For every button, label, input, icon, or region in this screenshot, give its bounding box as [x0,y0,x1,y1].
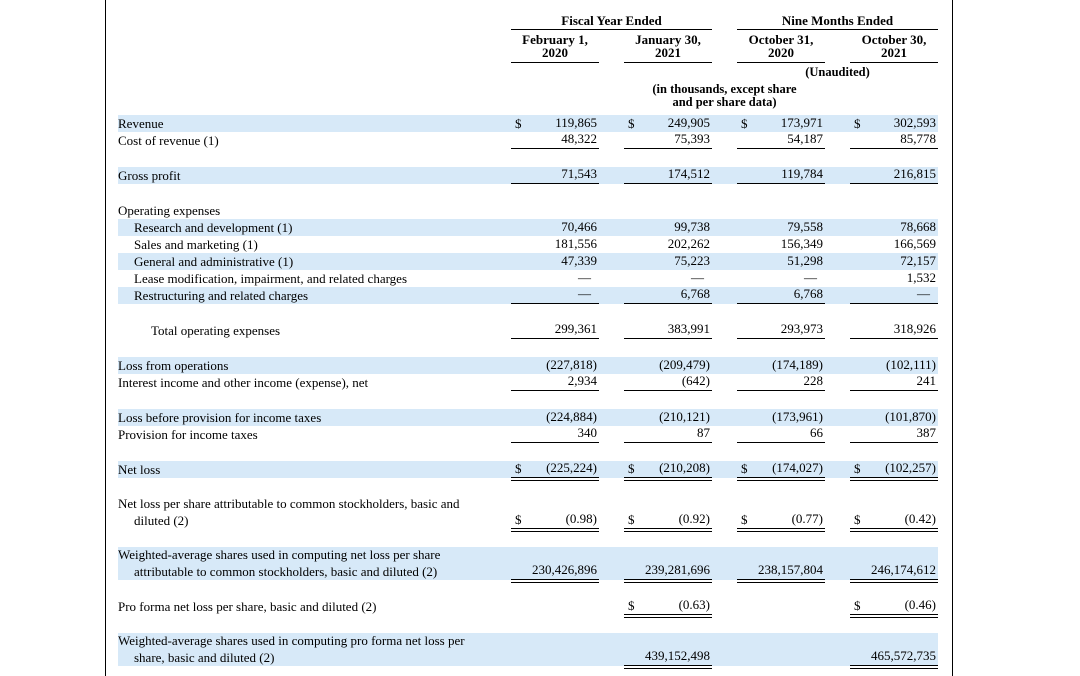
value-text: — [804,270,817,285]
row-label [118,236,486,253]
spacer [511,65,712,79]
value-text: (227,818) [546,357,597,372]
value-text: (174,189) [772,357,823,372]
row-label-line1: Net loss [118,461,161,477]
value-text: (225,224) [546,460,597,475]
table-row [118,409,938,426]
column-header-feb-1-2020 [511,33,599,63]
table-row [118,426,938,443]
value-text: 54,187 [787,131,823,146]
value-cell [511,286,599,304]
value-cell [737,166,825,184]
column-header-oct-31-2020 [737,33,825,63]
value-text: (101,870) [885,409,936,424]
value-cell [624,270,712,287]
row-label-line1: Revenue [118,115,164,131]
value-cell [737,131,825,149]
value-text: 318,926 [893,321,936,336]
table-row [118,598,938,615]
row-label-line1: Gross profit [118,167,181,183]
table-row [118,167,938,184]
value-cell [624,166,712,184]
value-text: 238,157,804 [758,562,823,577]
dollar-sign: $ [628,511,635,527]
dollar-sign: $ [854,597,861,613]
value-cell [624,202,712,219]
unaudited-row [118,65,938,79]
value-cell [737,286,825,304]
table-row [118,374,938,391]
value-cell [737,425,825,443]
value-cell [511,236,599,253]
value-cell [624,131,712,149]
value-cell [737,649,825,666]
column-header-line1: January 30, [635,32,701,47]
value-cell [511,409,599,426]
value-text: 51,298 [787,253,823,268]
column-header-line2: 2020 [542,45,568,60]
value-text: (224,884) [546,409,597,424]
table-row [118,461,938,478]
value-text: 293,973 [780,321,823,336]
column-header-line1: October 30, [861,32,927,47]
value-cell [511,425,599,443]
row-label-line1: Sales and marketing (1) [134,236,258,252]
units-note [511,83,938,109]
row-label [118,598,486,615]
value-text: 202,262 [667,236,710,251]
row-label-line1: Pro forma net loss per share, basic and diluted (2) [118,598,377,614]
value-text: 1,532 [906,270,936,285]
value-cell [624,321,712,339]
value-text: 216,815 [893,166,936,181]
value-text: 47,339 [561,253,597,268]
value-text: 465,572,735 [871,648,936,663]
value-text: (0.98) [565,511,597,526]
column-header-line2: 2021 [881,45,907,60]
row-label-line2: share, basic and diluted (2) [134,649,275,665]
value-text: 66 [810,425,823,440]
table-row [118,633,938,666]
value-text: 75,223 [674,253,710,268]
value-text: 119,784 [781,166,823,181]
value-cell [737,253,825,270]
row-label [118,357,486,374]
value-cell [850,648,938,666]
value-cell [850,562,938,580]
value-cell [624,357,712,374]
row-label-line1: Loss from operations [118,357,229,373]
value-text: (0.63) [678,597,710,612]
row-label [118,426,486,443]
row-label-line1: General and administrative (1) [134,253,294,269]
value-text: 87 [697,425,710,440]
value-cell [737,511,825,529]
value-cell [624,253,712,270]
value-cell [850,597,938,615]
row-label [118,253,486,270]
dollar-sign: $ [741,115,748,131]
row-label-line2: diluted (2) [134,512,189,528]
value-cell [624,460,712,478]
row-label [118,115,486,132]
value-cell [737,236,825,253]
row-label [118,270,486,287]
value-cell [850,131,938,149]
dollar-sign: $ [515,511,522,527]
row-label-line1: Research and development (1) [134,219,293,235]
value-text: 78,668 [900,219,936,234]
column-header-line1: February 1, [522,32,588,47]
dollar-sign: $ [854,115,861,131]
row-label-line1: Operating expenses [118,202,221,218]
value-text: (102,111) [886,357,936,372]
row-label [118,633,486,666]
value-text: 79,558 [787,219,823,234]
value-cell [511,460,599,478]
value-text: 299,361 [554,321,597,336]
header-group-fiscal-year: Fiscal Year Ended [511,14,712,30]
table-row [118,547,938,580]
value-text: 6,768 [793,286,823,301]
header-group-row [118,14,938,30]
table-row [118,132,938,149]
value-text: (174,027) [772,460,823,475]
column-header-jan-30-2021 [624,33,712,63]
column-header-oct-30-2021 [850,33,938,63]
table-row [118,253,938,270]
value-text: 239,281,696 [645,562,710,577]
row-label-line1: Interest income and other income (expense), net [118,374,369,390]
value-cell [511,115,599,132]
column-header-line2: 2021 [655,45,681,60]
table-row [118,219,938,236]
row-label-line1: Restructuring and related charges [134,287,309,303]
value-text: — [578,270,591,285]
row-label [118,202,486,219]
value-cell [737,115,825,132]
value-text: (0.42) [904,511,936,526]
row-label-line2: attributable to common stockholders, basic and diluted (2) [134,563,438,579]
value-cell [737,562,825,580]
row-label-line1: Cost of revenue (1) [118,132,219,148]
value-cell [850,270,938,287]
value-cell [624,219,712,236]
value-text: — [917,286,930,301]
value-cell [737,460,825,478]
units-note-line2: and per share data) [672,95,777,109]
dollar-sign: $ [741,460,748,476]
row-label [118,167,486,184]
dollar-sign: $ [854,511,861,527]
value-cell [624,409,712,426]
value-text: 72,157 [900,253,936,268]
value-cell [624,425,712,443]
financial-statement-sheet [105,0,953,676]
row-label-line1: Loss before provision for income taxes [118,409,322,425]
value-cell [737,219,825,236]
dollar-sign: $ [515,460,522,476]
unaudited-note: (Unaudited) [805,65,870,79]
value-cell [511,202,599,219]
dollar-sign: $ [515,115,522,131]
value-text: 241 [916,373,936,388]
value-text: 246,174,612 [871,562,936,577]
value-cell [850,115,938,132]
value-text: 302,593 [893,115,936,130]
spacer [118,65,486,79]
value-text: 70,466 [561,219,597,234]
value-text: 439,152,498 [645,648,710,663]
dollar-sign: $ [741,511,748,527]
value-text: 85,778 [900,131,936,146]
value-text: (642) [681,373,710,388]
table-row [118,322,938,339]
value-cell [511,270,599,287]
value-cell [850,236,938,253]
row-label-line1: Weighted-average shares used in computing net loss per share [118,547,441,562]
value-text: 48,322 [561,131,597,146]
row-label [118,132,486,149]
row-label-line1: Lease modification, impairment, and related charges [134,270,408,286]
row-label-line1: Provision for income taxes [118,426,258,442]
value-cell [624,373,712,391]
row-label [118,374,486,391]
value-cell [624,511,712,529]
value-text: (0.92) [678,511,710,526]
value-text: 174,512 [667,166,710,181]
value-cell [511,511,599,529]
value-cell [850,286,938,304]
value-text: 71,543 [561,166,597,181]
row-label [118,461,486,478]
value-cell [737,270,825,287]
value-cell [511,166,599,184]
value-text: 75,393 [674,131,710,146]
value-text: 99,738 [674,219,710,234]
value-cell [737,321,825,339]
value-text: — [578,286,591,301]
value-text: 181,556 [554,236,597,251]
value-cell [850,357,938,374]
value-text: 228 [803,373,823,388]
row-label [118,547,486,580]
table-row [118,287,938,304]
value-text: 249,905 [667,115,710,130]
value-cell [850,219,938,236]
value-text: — [691,270,704,285]
value-text: 383,991 [667,321,710,336]
value-cell [850,202,938,219]
value-text: 119,865 [555,115,597,130]
value-text: 166,569 [893,236,936,251]
value-cell [850,166,938,184]
value-cell [624,648,712,666]
value-text: (173,961) [772,409,823,424]
value-text: 340 [577,425,597,440]
header-dates-row [118,33,938,63]
column-header-line1: October 31, [748,32,814,47]
value-cell [737,409,825,426]
table-body [118,115,938,666]
value-cell [511,373,599,391]
row-label [118,219,486,236]
spacer [118,33,486,63]
value-cell [511,357,599,374]
value-cell [511,562,599,580]
table-row [118,357,938,374]
value-text: (0.46) [904,597,936,612]
value-cell [850,409,938,426]
value-cell [511,253,599,270]
value-text: (210,208) [659,460,710,475]
value-text: 387 [916,425,936,440]
row-label [118,496,486,529]
value-cell [737,598,825,615]
value-text: 156,349 [780,236,823,251]
value-cell [511,321,599,339]
dollar-sign: $ [628,597,635,613]
table-row [118,202,938,219]
value-cell [737,357,825,374]
value-cell [737,202,825,219]
dollar-sign: $ [628,460,635,476]
value-text: (209,479) [659,357,710,372]
value-cell [850,373,938,391]
value-cell [511,598,599,615]
value-cell [511,649,599,666]
value-cell [737,373,825,391]
value-text: 6,768 [680,286,710,301]
value-cell [624,286,712,304]
value-text: (102,257) [885,460,936,475]
value-cell [850,460,938,478]
table-row [118,496,938,529]
units-note-line1: (in thousands, except share [652,82,797,96]
row-label [118,322,486,339]
value-cell [850,425,938,443]
value-cell [850,511,938,529]
value-cell [850,253,938,270]
value-text: (210,121) [659,409,710,424]
row-label [118,409,486,426]
row-label-line1: Weighted-average shares used in computing pro forma net loss per [118,633,465,648]
column-header-line2: 2020 [768,45,794,60]
value-text: 230,426,896 [532,562,597,577]
value-cell [624,562,712,580]
table-row [118,270,938,287]
row-label [118,287,486,304]
value-text: 2,934 [567,373,597,388]
value-cell [850,321,938,339]
header-group-nine-months: Nine Months Ended [737,14,938,30]
value-cell [624,236,712,253]
table-row [118,115,938,132]
spacer [118,14,486,30]
row-label-line1: Net loss per share attributable to common stockholders, basic and [118,496,460,511]
dollar-sign: $ [628,115,635,131]
value-cell [511,219,599,236]
value-cell [624,115,712,132]
value-text: 173,971 [780,115,823,130]
value-cell [624,597,712,615]
value-cell [511,131,599,149]
row-label-line1: Total operating expenses [151,322,281,338]
table-row [118,236,938,253]
value-text: (0.77) [791,511,823,526]
dollar-sign: $ [854,460,861,476]
